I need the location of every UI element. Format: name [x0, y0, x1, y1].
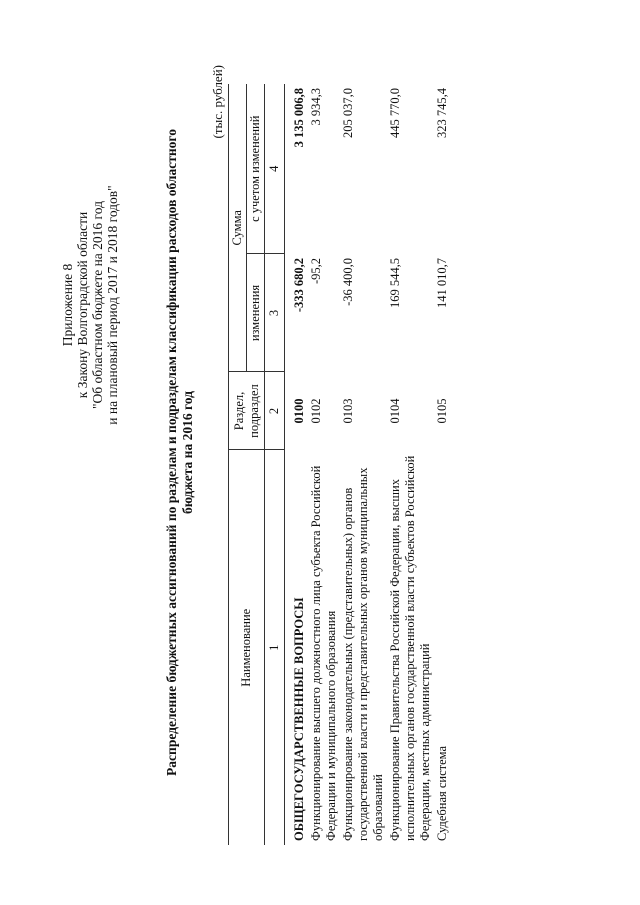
title-line: Распределение бюджетных ассигнований по разделам и подразделам классификации расходов областного: [164, 129, 179, 776]
row-code: 0103: [341, 398, 355, 424]
column-number-row: [265, 84, 285, 845]
units-label: (тыс. рублей): [210, 65, 225, 139]
document-title: [164, 60, 196, 845]
header-name: Наименование: [229, 450, 265, 845]
row-name: Судебная система: [435, 745, 449, 841]
row-code: 0104: [388, 398, 402, 424]
row-total: 323 745,4: [435, 88, 449, 138]
row-change: -36 400,0: [341, 258, 355, 306]
row-change: -333 680,2: [292, 258, 306, 313]
table-row: [308, 84, 340, 845]
row-name: Функционирование высшего должностного лица субъекта Российской Федерации и муниципального образования: [309, 465, 338, 841]
row-code: 0102: [309, 398, 323, 424]
table-row: [434, 84, 451, 845]
header-with-change: с учетом изменений: [247, 84, 265, 254]
budget-table: [228, 84, 451, 845]
appendix-line: Приложение 8: [60, 263, 75, 347]
row-change: 141 010,7: [435, 258, 449, 308]
header-change: изменения: [247, 254, 265, 372]
row-name: Функционирование Правительства Российской Федерации, высших исполнительных органов государственной власти субъектов Российской Федерации, местных администраций: [388, 455, 432, 841]
row-total: 205 037,0: [341, 88, 355, 138]
row-code: 0100: [292, 398, 306, 424]
document-sheet: [60, 60, 580, 845]
row-name: ОБЩЕГОСУДАРСТВЕННЫЕ ВОПРОСЫ: [292, 597, 306, 841]
row-name: Функционирование законодательных (представительных) органов государственной власти и представительных органов муниципальных образований: [341, 467, 385, 841]
appendix-header: [60, 125, 120, 485]
table-row: [291, 84, 308, 845]
row-total: 3 934,3: [309, 88, 323, 126]
header-section: Раздел, подраздел: [229, 372, 265, 450]
column-number: 3: [265, 254, 285, 372]
column-number: 2: [265, 372, 285, 450]
appendix-line: "Об областном бюджете на 2016 год: [90, 201, 105, 409]
column-number: 4: [265, 84, 285, 254]
row-code: 0105: [435, 398, 449, 424]
appendix-line: и на плановый период 2017 и 2018 годов": [105, 185, 120, 425]
title-line: бюджета на 2016 год: [180, 391, 195, 514]
table-row: [340, 84, 387, 845]
table-row: [387, 84, 434, 845]
row-total: 3 135 006,8: [292, 88, 306, 148]
row-change: -95,2: [309, 258, 323, 285]
column-number: 1: [265, 450, 285, 845]
appendix-line: к Закону Волгоградской области: [75, 211, 90, 399]
row-total: 445 770,0: [388, 88, 402, 138]
row-change: 169 544,5: [388, 258, 402, 308]
header-sum: Сумма: [229, 84, 247, 372]
